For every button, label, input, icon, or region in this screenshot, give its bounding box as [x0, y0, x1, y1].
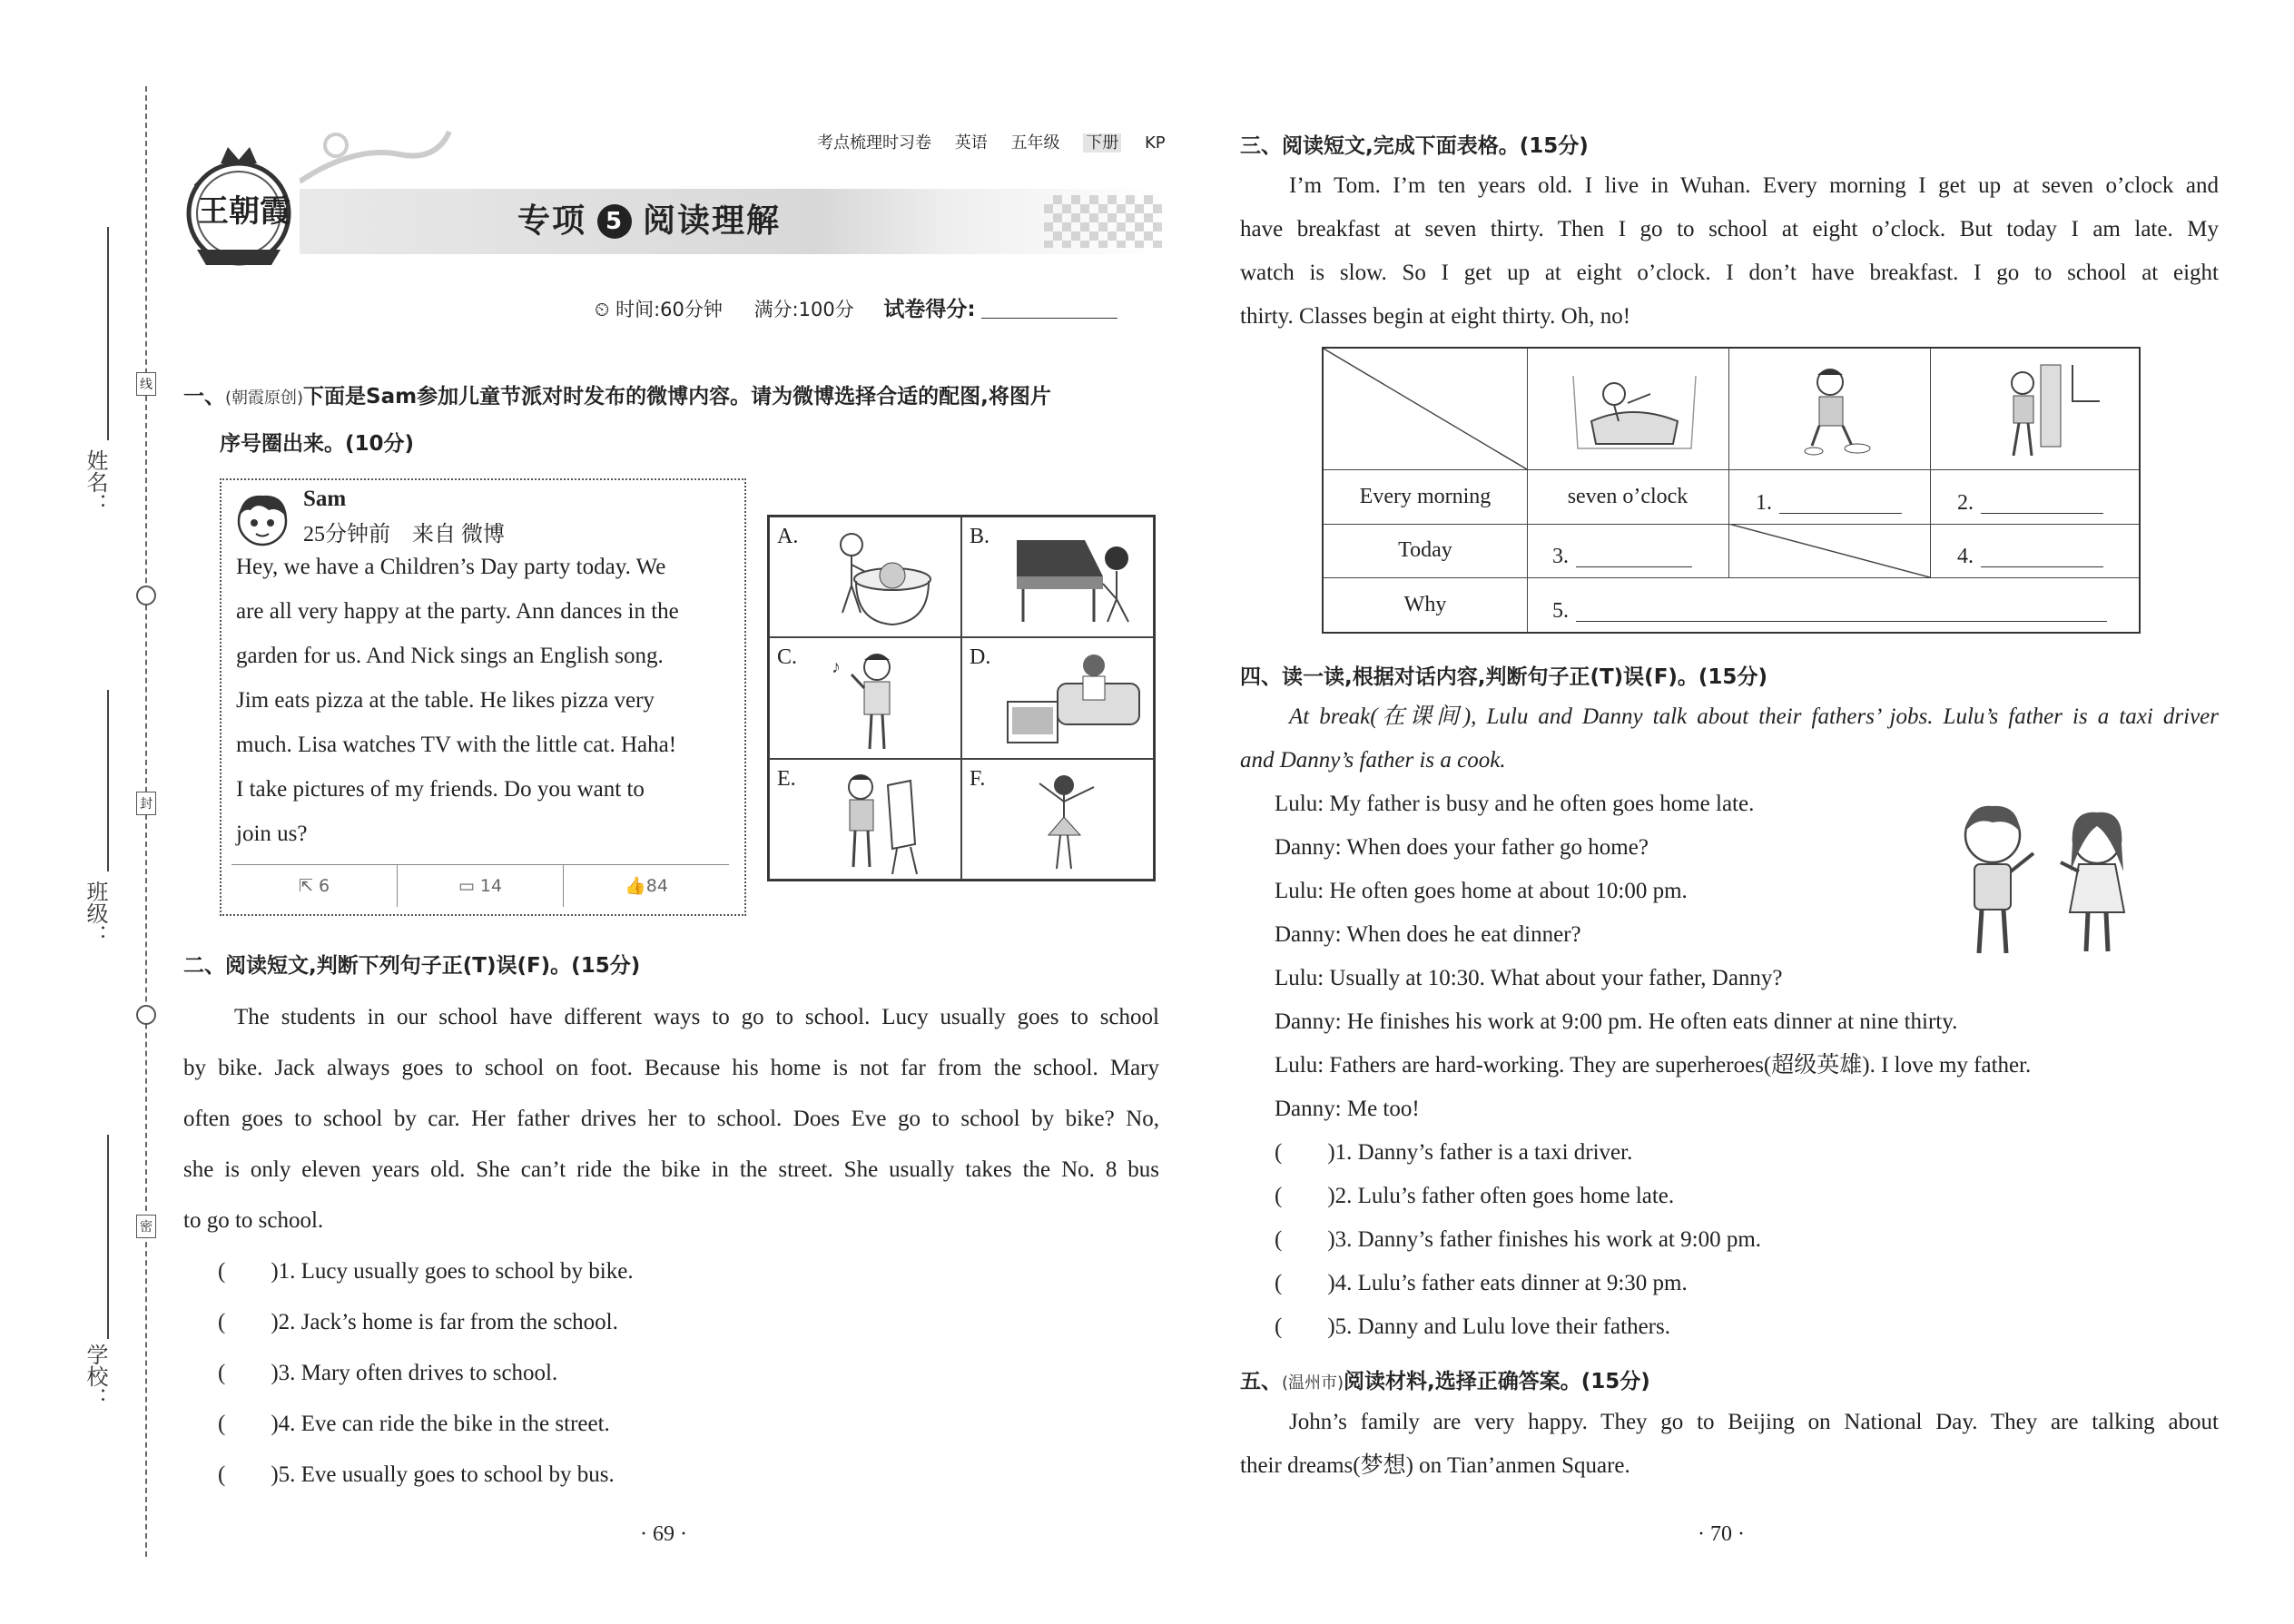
passage-line: watch is slow. So I get up at eight o’clock. I don’t have breakfast. I go to school at eight: [1240, 261, 2219, 285]
section2-items: [218, 1246, 634, 1501]
given-answer: seven o’clock: [1567, 484, 1689, 508]
picture-option-e[interactable]: [769, 759, 961, 880]
blank-line: [1576, 546, 1692, 567]
blank-number: 5.: [1552, 598, 1569, 623]
weibo-user: Sam: [303, 487, 347, 511]
passage-line: The students in our school have different ways to go to school. Lucy usually goes to school: [234, 1005, 1159, 1029]
dialogue-line: Danny: When does your father go home?: [1275, 835, 1649, 860]
school-label: 学校：: [83, 1343, 108, 1409]
piano-icon: [1012, 531, 1148, 633]
binding-dashed-line: [145, 86, 147, 1557]
class-label: 班级：: [83, 881, 108, 946]
name-line: [107, 227, 109, 440]
row-label-every-morning: Every morning: [1359, 484, 1492, 508]
series-info: [817, 130, 1166, 153]
picture-grid: [767, 515, 1156, 881]
avatar: [232, 488, 292, 548]
picture-label: F.: [970, 767, 986, 791]
comment-count: 14: [479, 876, 503, 896]
section5-passage: [1240, 1401, 2219, 1488]
dialogue-line: Lulu: Usually at 10:30. What about your father, Danny?: [1275, 966, 1783, 990]
weibo-actions: [231, 864, 729, 907]
section5-num: 五、: [1240, 1370, 1282, 1393]
passage-line: thirty. Classes begin at eight thirty. Oh, no!: [1240, 304, 1631, 329]
weibo-text: [236, 545, 731, 856]
picture-option-b[interactable]: [961, 517, 1154, 637]
passage-line: John’s family are very happy. They go to Beijing on National Day. They are talking about: [1289, 1410, 2219, 1434]
cell-diagonal: [1728, 524, 1930, 577]
page-title: [517, 195, 781, 241]
tv-sofa-icon: [1003, 647, 1148, 754]
like-count: 84: [645, 876, 668, 896]
logo-text: 王朝霞: [198, 193, 290, 230]
class-line: [107, 690, 109, 871]
section1-title: [183, 379, 1051, 409]
picture-label: A.: [777, 525, 799, 548]
series-name: 考点梳理时习卷: [817, 133, 931, 153]
dialogue-line: Lulu: He often goes home at about 10:00 pm.: [1275, 879, 1688, 903]
time-info: 时间:60分钟: [615, 299, 723, 320]
like-button[interactable]: [564, 865, 729, 907]
share-button[interactable]: [231, 865, 398, 907]
ribbon-decoration: [300, 127, 454, 191]
section3-title: 三、阅读短文,完成下面表格。(15分): [1240, 134, 1589, 158]
eating-breakfast-icon: [1787, 362, 1877, 462]
section4-items: [1275, 1131, 1761, 1349]
share-icon: ⇱: [298, 876, 313, 896]
answer-blank-5[interactable]: [1527, 577, 2139, 632]
full-score: 满分:100分: [753, 299, 854, 320]
section4-title: 四、读一读,根据对话内容,判断句子正(T)误(F)。(15分): [1240, 665, 1767, 689]
picture-label: D.: [970, 645, 991, 669]
answer-blank-2[interactable]: [1930, 469, 2139, 524]
section5-instr: 阅读材料,选择正确答案。(15分): [1344, 1370, 1650, 1393]
flower-icon: [136, 1005, 156, 1025]
section5-title: [1240, 1364, 1650, 1394]
weibo-line: I take pictures of my friends. Do you want to: [236, 777, 645, 802]
judge-item[interactable]: ( )3. Danny’s father finishes his work at 9:00 pm.: [1275, 1227, 1762, 1252]
judge-item[interactable]: ( )3. Mary often drives to school.: [218, 1361, 558, 1385]
seal-mark-mi: 密: [136, 1215, 156, 1238]
passage-line: I’m Tom. I’m ten years old. I live in Wuhan. Every morning I get up at seven o’clock and: [1289, 173, 2219, 198]
dialogue-line: Danny: When does he eat dinner?: [1275, 922, 1581, 947]
row-label-today: Today: [1398, 538, 1452, 562]
row-label-why: Why: [1403, 592, 1447, 616]
passage-line: have breakfast at seven thirty. Then I go to school at eight o’clock. But today I am late. My: [1240, 217, 2219, 241]
grade: 五年级: [1010, 133, 1060, 153]
page-number-right: · 70 ·: [1698, 1522, 1745, 1546]
picture-option-c[interactable]: [769, 637, 961, 759]
section1-instr-l1: 下面是Sam参加儿童节派对时发布的微博内容。请为微博选择合适的配图,将图片: [303, 385, 1051, 408]
weibo-line: join us?: [236, 822, 308, 846]
section2-title: 二、阅读短文,判断下列句子正(T)误(F)。(15分): [183, 954, 641, 978]
school-line: [107, 1135, 109, 1339]
weibo-line: Hey, we have a Children’s Day party today. We: [236, 555, 666, 579]
getting-up-icon: [1564, 358, 1700, 462]
answer-blank-4[interactable]: [1930, 524, 2139, 577]
passage-line: she is only eleven years old. She can’t ride the bike in the street. She usually takes the No. 8 bus: [183, 1157, 1159, 1182]
volume: 下册: [1083, 133, 1121, 153]
passage-line: to go to school.: [183, 1208, 324, 1233]
judge-item[interactable]: ( )4. Lulu’s father eats dinner at 9:30 pm.: [1275, 1271, 1688, 1295]
weibo-line: Jim eats pizza at the table. He likes pizza very: [236, 688, 655, 713]
subject: 英语: [954, 133, 988, 153]
picture-option-a[interactable]: [769, 517, 961, 637]
blank-line: [1576, 601, 2107, 622]
intro-line: and Danny’s father is a cook.: [1240, 748, 1506, 773]
section1-tag: (朝霞原创): [225, 389, 304, 408]
blank-number: 1.: [1756, 490, 1772, 515]
comment-icon: ▭: [458, 876, 475, 896]
score-label: 试卷得分:: [883, 298, 976, 321]
comment-button[interactable]: [398, 865, 564, 907]
picture-label: C.: [777, 645, 798, 669]
judge-item[interactable]: ( )2. Lulu’s father often goes home late.: [1275, 1184, 1675, 1208]
answer-table: [1322, 347, 2141, 634]
blank-number: 2.: [1957, 490, 1974, 515]
exam-info: [595, 292, 1117, 322]
title-number: 5: [597, 204, 632, 239]
passage-line: often goes to school by car. Her father drives her to school. Does Eve go to school by bike? No,: [183, 1107, 1159, 1131]
blank-line: [1981, 546, 2103, 567]
thumbs-up-icon: 👍: [625, 876, 646, 896]
intro-line: At break(在课间), Lulu and Danny talk about their fathers’ jobs. Lulu’s father is a taxi driver: [1289, 704, 2219, 729]
blank-line: [1779, 493, 1902, 514]
dialogue-line: Lulu: Fathers are hard-working. They are superheroes(超级英雄). I love my father.: [1275, 1053, 2032, 1078]
name-label: 姓名：: [83, 449, 108, 515]
passage-line: by bike. Jack always goes to school on foot. Because his home is not far from the school. Mary: [183, 1056, 1159, 1080]
singing-boy-icon: [824, 647, 933, 754]
clock-icon: ⏲: [595, 299, 610, 320]
title-prefix: 专项: [517, 202, 587, 240]
picture-option-f[interactable]: [961, 759, 1154, 880]
boy-girl-illustration: [1929, 799, 2147, 962]
section3-passage: [1240, 164, 2219, 339]
picture-option-d[interactable]: [961, 637, 1154, 759]
weibo-line: much. Lisa watches TV with the little cat. Haha!: [236, 733, 677, 757]
flower-icon: [136, 586, 156, 605]
judge-item[interactable]: ( )4. Eve can ride the bike in the street.: [218, 1412, 610, 1436]
seal-mark-feng: 封: [136, 792, 156, 815]
weibo-line: garden for us. And Nick sings an English song.: [236, 644, 664, 668]
score-blank[interactable]: [981, 318, 1117, 319]
dialogue-line: Lulu: My father is busy and he often goes home late.: [1275, 792, 1755, 816]
blank-number: 4.: [1957, 545, 1974, 568]
answer-blank-1[interactable]: [1728, 469, 1930, 524]
share-count: 6: [318, 876, 330, 896]
seal-mark-xian: 线: [136, 372, 156, 396]
dialogue-line: Danny: Me too!: [1275, 1097, 1420, 1121]
svg-text:♪: ♪: [832, 657, 841, 677]
section5-tag: (温州市): [1282, 1373, 1344, 1393]
section2-passage: [183, 992, 1159, 1246]
title-main: 阅读理解: [643, 202, 782, 240]
judge-item[interactable]: ( )2. Jack’s home is far from the school.: [218, 1310, 618, 1334]
dancing-girl-icon: [1017, 767, 1117, 876]
section1-instr-l2: 序号圈出来。(10分): [220, 432, 415, 456]
picture-label: E.: [777, 767, 796, 791]
passage-line: their dreams(梦想) on Tian’anmen Square.: [1240, 1453, 1630, 1478]
picture-label: B.: [970, 525, 990, 548]
weibo-line: are all very happy at the party. Ann dances in the: [236, 599, 679, 624]
judge-item[interactable]: ( )5. Danny and Lulu love their fathers.: [1275, 1314, 1670, 1339]
page-number-left: · 69 ·: [640, 1522, 687, 1546]
section1-num: 一、: [183, 385, 225, 408]
pizza-table-icon: [815, 527, 951, 634]
dialogue: [1275, 782, 2031, 1131]
header-diagonal: [1324, 349, 1527, 469]
edition: KP: [1144, 133, 1166, 153]
judge-item[interactable]: ( )1. Lucy usually goes to school by bike.: [218, 1259, 634, 1284]
going-to-school-icon: [1986, 356, 2113, 463]
dialogue-line: Danny: He finishes his work at 9:00 pm. He often eats dinner at nine thirty.: [1275, 1009, 1958, 1034]
blank-number: 3.: [1552, 545, 1569, 568]
judge-item[interactable]: ( )1. Danny’s father is a taxi driver.: [1275, 1140, 1633, 1165]
weibo-meta: 25分钟前 来自 微博: [303, 523, 505, 546]
checker-pattern: [1044, 195, 1162, 248]
section4-intro: [1240, 695, 2219, 782]
blank-line: [1981, 493, 2103, 514]
painting-boy-icon: [824, 767, 933, 876]
judge-item[interactable]: ( )5. Eve usually goes to school by bus.: [218, 1462, 615, 1487]
answer-blank-3[interactable]: [1527, 524, 1728, 577]
